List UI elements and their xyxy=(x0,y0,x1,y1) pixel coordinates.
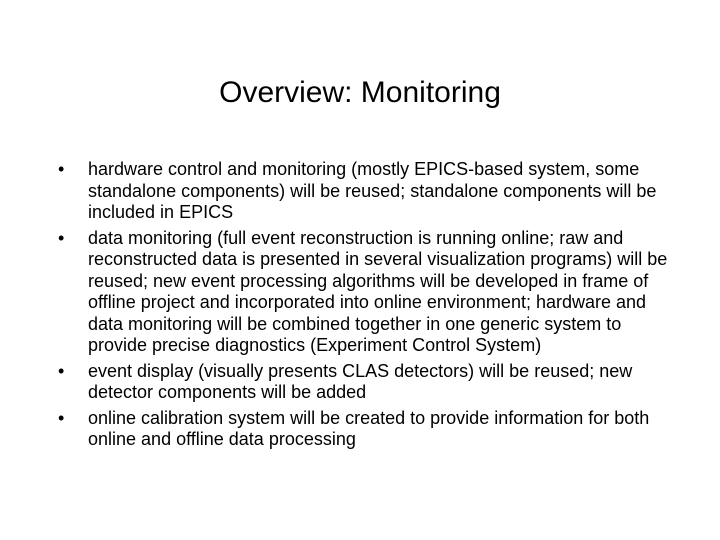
bullet-text: event display (visually presents CLAS detectors) will be reused; new detector components will be added xyxy=(88,360,633,402)
bullet-item xyxy=(58,361,668,404)
bullet-text: hardware control and monitoring (mostly EPICS-based system, some standalone components) will be reused; standalone components will be included in EPICS xyxy=(88,159,657,222)
bullet-text: data monitoring (full event reconstruction is running online; raw and reconstructed data is presented in several visualization programs) will be reused; new event processing algorithms will be developed in frame of offline project and incorporated into online environment; hardware and data monitoring will be combined together in one generic system to provide precise diagnostics (Experiment Control System) xyxy=(88,227,668,355)
bullet-dot-icon: • xyxy=(58,159,65,179)
bullet-item xyxy=(58,408,668,451)
bullet-dot-icon: • xyxy=(58,407,65,428)
bullet-item xyxy=(58,228,668,357)
bullet-text: online calibration system will be created to provide information for both online and offline data processing xyxy=(88,407,650,449)
bullet-item xyxy=(58,159,668,224)
bullet-dot-icon: • xyxy=(58,227,65,248)
slide-title: Overview: Monitoring xyxy=(219,76,501,109)
bullet-dot-icon: • xyxy=(58,360,65,381)
bullet-list xyxy=(58,159,668,455)
